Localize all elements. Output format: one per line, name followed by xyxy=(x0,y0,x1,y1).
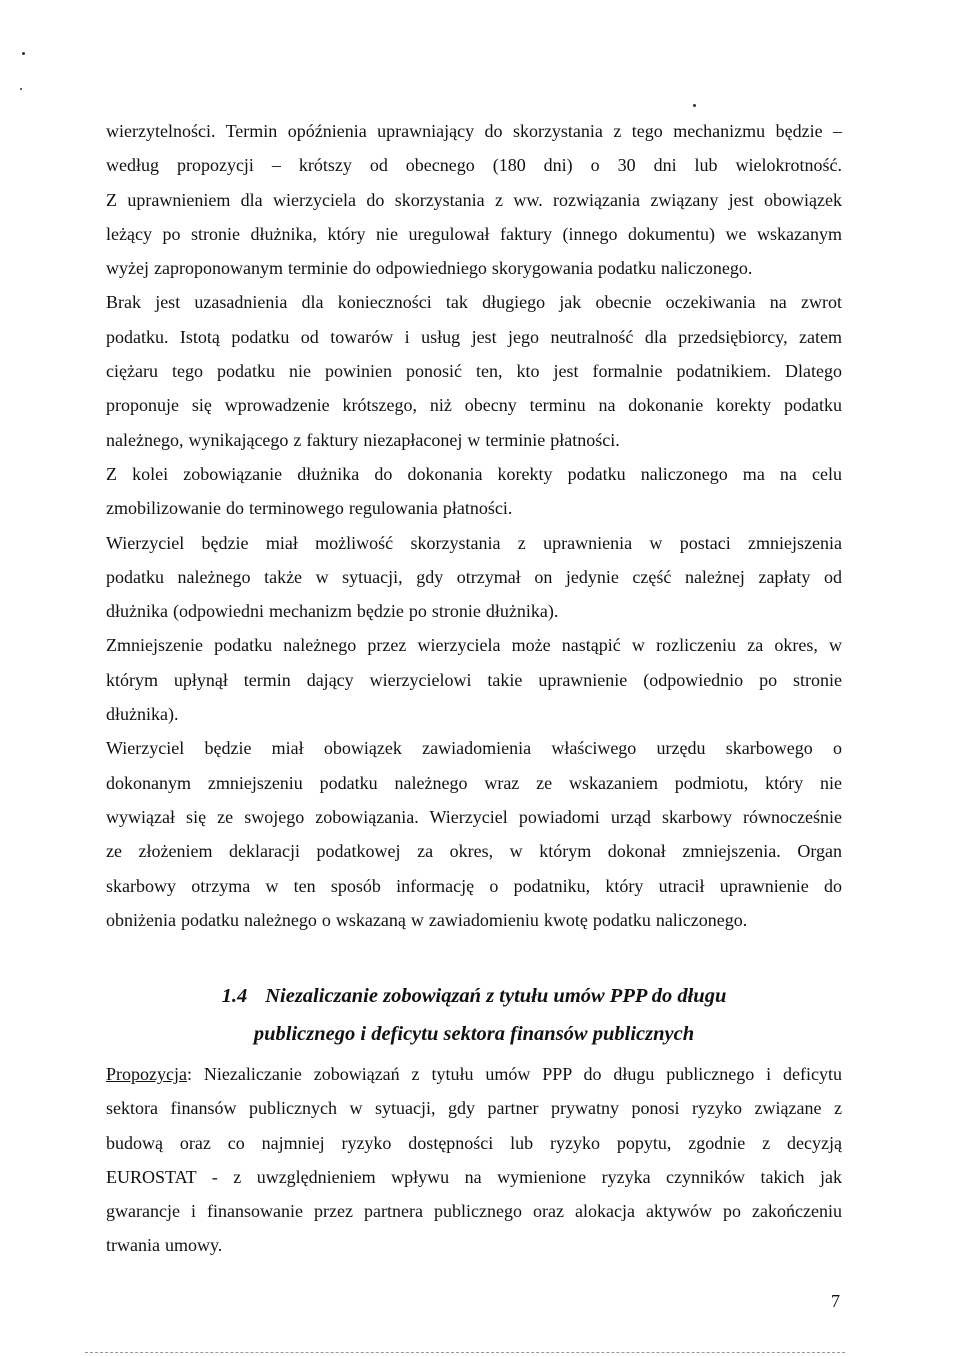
proposal-paragraph xyxy=(106,1057,842,1263)
text-line: skarbowy otrzyma w ten sposób informację o podatniku, który utracił uprawnienie do xyxy=(106,875,842,896)
text-line: ciężaru tego podatku nie powinien ponosić ten, kto jest formalnie podatnikiem. Dlatego xyxy=(106,361,842,382)
text-line: obniżenia podatku należnego o wskazaną w zawiadomieniu kwotę podatku naliczonego. xyxy=(106,909,748,930)
scan-speck xyxy=(20,88,22,90)
text-line: leżący po stronie dłużnika, który nie uregulował faktury (innego dokumentu) we wskazanym xyxy=(106,223,842,244)
text-line: podatku należnego także w sytuacji, gdy otrzymał on jedynie część należnej zapłaty od xyxy=(106,566,842,587)
text-line: Z kolei zobowiązanie dłużnika do dokonania korekty podatku naliczonego ma na celu xyxy=(106,463,842,484)
text-line: EUROSTAT - z uwzględnieniem wpływu na wymienione ryzyka czynników takich jak xyxy=(106,1166,842,1187)
text-line: Z uprawnieniem dla wierzyciela do skorzystania z ww. rozwiązania związany jest obowiązek xyxy=(106,189,842,210)
text-line: dokonanym zmniejszeniu podatku należnego wraz ze wskazaniem podmiotu, który nie xyxy=(106,772,842,793)
text-line: Zmniejszenie podatku należnego przez wierzyciela może nastąpić w rozliczeniu za okres, w xyxy=(106,635,842,656)
section-number: 1.4 xyxy=(221,985,248,1007)
text-line: Brak jest uzasadnienia dla konieczności tak długiego jak obecnie oczekiwania na zwrot xyxy=(106,292,842,313)
proposal-colon: : xyxy=(186,1064,192,1084)
section-heading-line-1 xyxy=(106,977,842,1015)
text-line: Wierzyciel będzie miał możliwość skorzystania z uprawnienia w postaci zmniejszenia xyxy=(106,532,842,553)
text-line: dłużnika (odpowiedni mechanizm będzie po stronie dłużnika). xyxy=(106,601,559,622)
text-line: podatku. Istotą podatku od towarów i usług jest jego neutralność dla przedsiębiorcy, zatem xyxy=(106,326,842,347)
proposal-text: Niezaliczanie zobowiązań z tytułu umów PPP do długu publicznego i deficytu xyxy=(192,1064,842,1084)
text-line: według propozycji – krótszy od obecnego (180 dni) o 30 dni lub wielokrotność. xyxy=(106,155,842,176)
scan-speck xyxy=(693,104,696,107)
proposal-label: Propozycja xyxy=(106,1064,187,1084)
text-line: ze złożeniem deklaracji podatkowej za okres, w którym dokonał zmniejszenia. Organ xyxy=(106,841,842,862)
body-paragraph xyxy=(106,114,842,937)
scan-speck xyxy=(22,52,25,55)
text-line: wierzytelności. Termin opóźnienia uprawniający do skorzystania z tego mechanizmu będzie – xyxy=(106,121,842,141)
text-line: gwarancje i finansowanie przez partnera publicznego oraz alokacja aktywów po zakończeniu xyxy=(106,1201,842,1222)
text-line: wyżej zaproponowanym terminie do odpowiedniego skorygowania podatku naliczonego. xyxy=(106,258,753,279)
text-line: sektora finansów publicznych w sytuacji, gdy partner prywatny ponosi ryzyko związane z xyxy=(106,1098,842,1119)
section-title-part-1: Niezaliczanie zobowiązań z tytułu umów PPP do długu xyxy=(265,985,727,1007)
text-line: proponuje się wprowadzenie krótszego, niż obecny terminu na dokonanie korekty podatku xyxy=(106,395,842,416)
section-body xyxy=(106,1057,842,1263)
text-line: trwania umowy. xyxy=(106,1235,223,1256)
text-line: budową oraz co najmniej ryzyko dostępności lub ryzyko popytu, zgodnie z decyzją xyxy=(106,1132,842,1153)
text-line: Wierzyciel będzie miał obowiązek zawiadomienia właściwego urzędu skarbowego o xyxy=(106,738,842,759)
text-line xyxy=(106,1057,842,1091)
bottom-scan-edge xyxy=(85,1352,845,1354)
text-line: którym upłynął termin dający wierzycielowi takie uprawnienie (odpowiednio po stronie xyxy=(106,669,842,690)
section-title-part-2: publicznego i deficytu sektora finansów publicznych xyxy=(253,1023,695,1045)
text-line: wywiązał się ze swojego zobowiązania. Wierzyciel powiadomi urząd skarbowy równocześnie xyxy=(106,806,842,827)
text-line: dłużnika). xyxy=(106,704,179,725)
document-body xyxy=(106,114,842,937)
text-line: należnego, wynikającego z faktury niezapłaconej w terminie płatności. xyxy=(106,429,620,450)
page-number: 7 xyxy=(831,1291,840,1311)
section-heading xyxy=(106,977,842,1053)
text-line: zmobilizowanie do terminowego regulowania płatności. xyxy=(106,498,513,519)
